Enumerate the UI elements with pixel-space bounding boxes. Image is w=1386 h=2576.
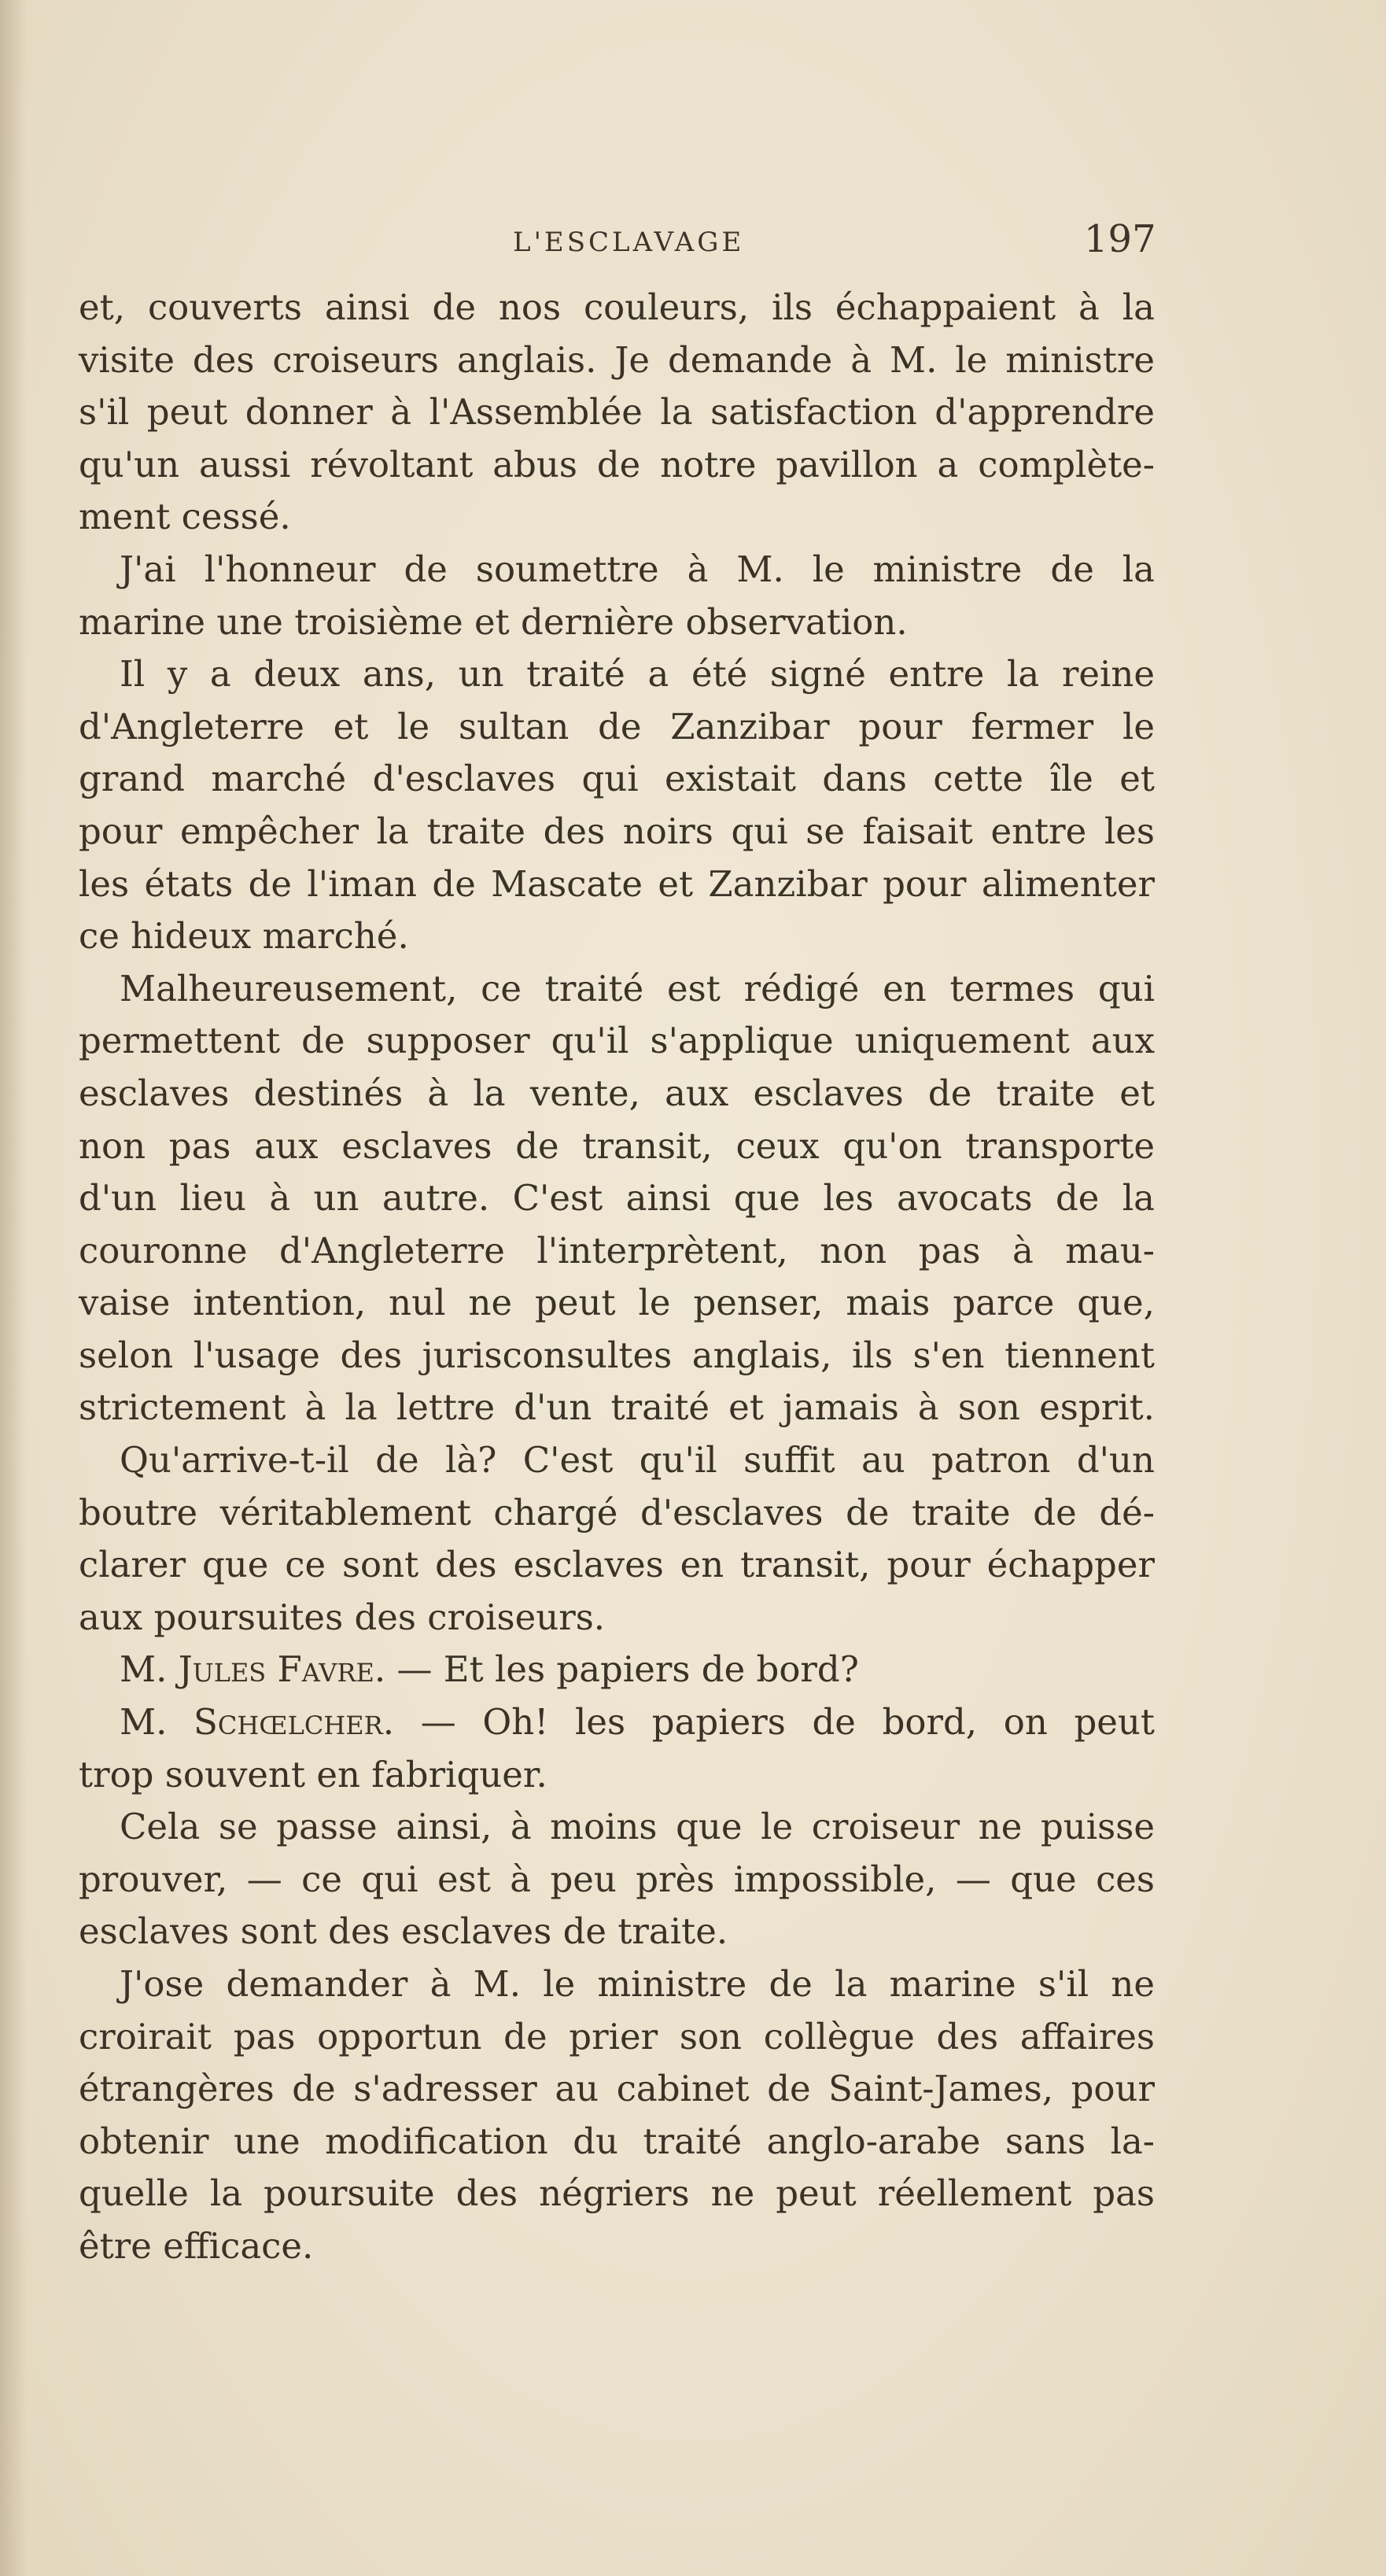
text-line: J'ai l'honneur de soumettre à M. le ministre de la: [120, 548, 1155, 590]
text-line: esclaves destinés à la vente, aux esclaves de traite et: [79, 1072, 1155, 1114]
page-number: 197: [1084, 217, 1156, 261]
text-line: ment cessé.: [79, 496, 291, 538]
text-line: visite des croiseurs anglais. Je demande à M. le ministre: [79, 338, 1155, 381]
text-line: boutre véritablement chargé d'esclaves de traite de dé-: [79, 1491, 1155, 1533]
speaker-text: . — Oh! les papiers de bord, on peut: [382, 1701, 1155, 1744]
text-line: croirait pas opportun de prier son collègue des affaires: [79, 2015, 1155, 2057]
page-header: [0, 217, 1386, 272]
text-line: couronne d'Angleterre l'interprètent, non pas à mau-: [79, 1229, 1155, 1271]
text-line: s'il peut donner à l'Assemblée la satisfaction d'apprendre: [79, 391, 1155, 434]
text-line: d'Angleterre et le sultan de Zanzibar pour fermer le: [79, 705, 1155, 747]
text-line: Cela se passe ainsi, à moins que le croiseur ne puisse: [120, 1806, 1155, 1848]
text-line: Il y a deux ans, un traité a été signé entre la reine: [120, 653, 1155, 696]
text-line: les états de l'iman de Mascate et Zanzibar pour alimenter: [79, 862, 1155, 905]
text-line: ce hideux marché.: [79, 915, 409, 958]
text-line: prouver, — ce qui est à peu près impossible, — que ces: [79, 1858, 1155, 1900]
text-line: permettent de supposer qu'il s'applique uniquement aux: [79, 1020, 1155, 1062]
text-line: vaise intention, nul ne peut le penser, mais parce que,: [79, 1282, 1155, 1324]
text-line: obtenir une modification du traité anglo-arabe sans la-: [79, 2120, 1155, 2162]
text-line: étrangères de s'adresser au cabinet de Saint-James, pour: [79, 2068, 1155, 2110]
text-line: pour empêcher la traite des noirs qui se faisait entre les: [79, 810, 1155, 852]
text-line: selon l'usage des jurisconsultes anglais, ils s'en tiennent: [79, 1334, 1155, 1376]
text-line: Malheureusement, ce traité est rédigé en termes qui: [120, 967, 1155, 1009]
running-title: L'ESCLAVAGE: [513, 227, 745, 258]
text-line: non pas aux esclaves de transit, ceux qu'on transporte: [79, 1124, 1155, 1167]
text-line: être efficace.: [79, 2224, 314, 2267]
speaker-line-jules-favre: [79, 1644, 1155, 1696]
text-line: grand marché d'esclaves qui existait dans cette île et: [79, 758, 1155, 800]
text-line: esclaves sont des esclaves de traite.: [79, 1910, 728, 1953]
text-line: strictement à la lettre d'un traité et jamais à son esprit.: [79, 1386, 1155, 1429]
text-line: Qu'arrive-t-il de là? C'est qu'il suffit au patron d'un: [120, 1439, 1155, 1482]
body-text: [79, 282, 1155, 2273]
text-line: marine une troisième et dernière observation.: [79, 600, 908, 643]
text-line: aux poursuites des croiseurs.: [79, 1596, 606, 1638]
text-line: clarer que ce sont des esclaves en transit, pour échapper: [79, 1544, 1155, 1586]
text-line: J'ose demander à M. le ministre de la marine s'il ne: [120, 1963, 1155, 2005]
speaker-prefix: M.: [120, 1701, 194, 1744]
text-line: et, couverts ainsi de nos couleurs, ils échappaient à la: [79, 286, 1155, 328]
text-line: qu'un aussi révoltant abus de notre pavillon a complète-: [79, 443, 1155, 485]
speaker-name: Jules Favre: [178, 1648, 374, 1691]
speaker-prefix: M.: [120, 1648, 179, 1691]
speaker-name: Schœlcher: [194, 1701, 383, 1744]
text-line: trop souvent en fabriquer.: [79, 1753, 547, 1795]
speaker-text: . — Et les papiers de bord?: [374, 1648, 859, 1691]
page-edge-shadow: [0, 0, 27, 2576]
text-line: d'un lieu à un autre. C'est ainsi que les avocats de la: [79, 1177, 1155, 1220]
speaker-line-schoelcher: [79, 1696, 1155, 1749]
text-line: quelle la poursuite des négriers ne peut réellement pas: [79, 2172, 1155, 2215]
